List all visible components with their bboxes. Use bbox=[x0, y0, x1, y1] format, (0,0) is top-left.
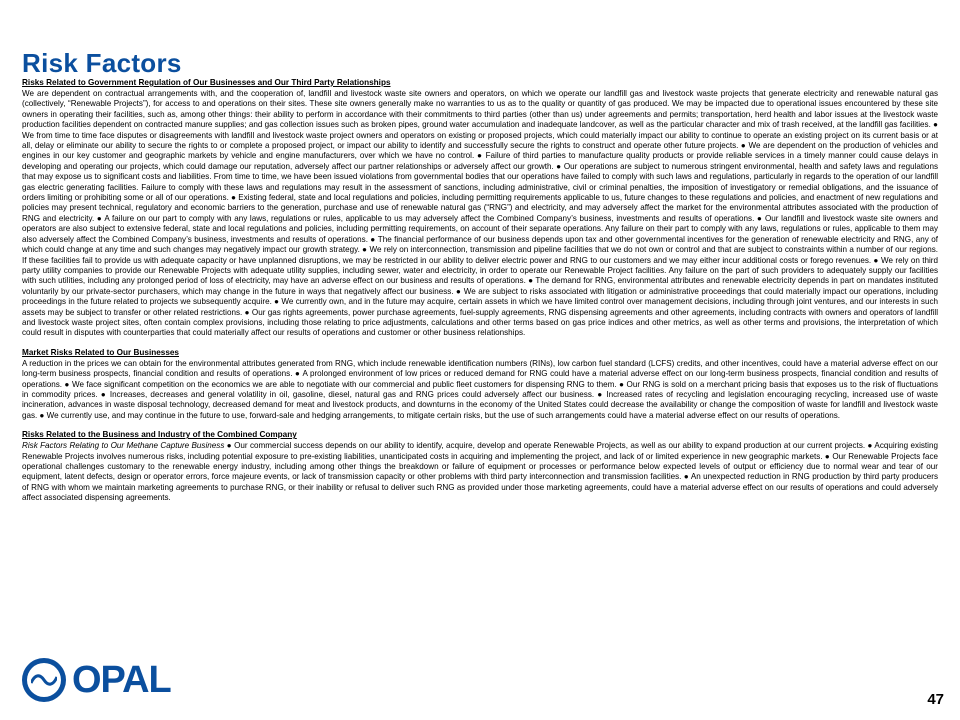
section-paragraph: We are dependent on contractual arrangements with, and the cooperation of, landfill and livestock waste site owners and operators, on which we operate our landfill gas and livestock waste projects that generate electricity and renewable natural gas (collectively, “Renewable Projects”), for access to and operations on their sites. These site owners generally make no warranties to us as to the quality or quantity of gas produced. We may be impacted due to operational issues encountered by these site owners in operating their facilities, such as, among other things: their ability to perform in accordance with their commitments to third parties (other than us) under agreements and permits; transportation, herd health and labor issues at the livestock waste production facilities dependent on contracted manure supplies; and gas collection issues such as broken pipes, ground water accumulation and inadequate landcover, as well as the particular character and mix of trash received, at the landfill gas facilities. ● We from time to time face disputes or disagreements with landfill and livestock waste project owners and operators on existing or proposed projects, which could materially impact our ability to continue to operate an existing project on its current basis or at all, delay or eliminate our ability to secure the rights to or complete a proposed project, or impact our ability to identify and successfully secure the rights to construct and operate other future projects. ● We are dependent on the production of vehicles and engines in our key customer and geographic markets by vehicle and engine manufacturers, over which we have no control. ● Failure of third parties to manufacture quality products or provide reliable services in a timely manner could cause delays in developing and operating our projects, which could damage our reputation, adversely affect our partner relationships or adversely affect our growth. ● Our operations are subject to numerous stringent environmental, health and safety laws and regulations that may expose us to significant costs and liabilities. From time to time, we have been issued violations from governmental bodies that our operations have failed to comply with such laws and regulations, particularly in regards to the operation of our landfill gas electric generating facilities. Failure to comply with these laws and regulations may result in the assessment of sanctions, including administrative, civil or criminal penalties, the imposition of investigatory or remedial obligations, and the issuance of orders limiting or prohibiting some or all of our operations. ● Existing federal, state and local regulations and policies, including permitting requirements applicable to us, future changes to these regulations and policies, and enactment of new regulations and policies may present technical, regulatory and economic barriers to the generation, purchase and use of renewable natural gas (“RNG”) and electricity, and may adversely affect the market for the environmental attributes associated with the production of RNG and electricity. ● A failure on our part to comply with any laws, regulations or rules, applicable to us may adversely affect the Combined Company’s business, investments and results of operations. ● Our landfill and livestock waste site owners and operators are also subject to extensive federal, state and local regulations and policies, including permitting requirements, on account of their separate operations. Any failure on their part to comply with any laws, regulations or rules, applicable to them may also adversely affect the Combined Company’s business, investments and results of operations. ● The financial performance of our business depends upon tax and other governmental incentives for the generation of renewable electricity and RNG, any of which could change at any time and such changes may negatively impact our growth strategy. ● We rely on interconnection, transmission and pipeline facilities that we do not own or control and that are subject to constraints within a number of our regions. If these facilities fail to provide us with adequate capacity or have unplanned disruptions, we may be restricted in our ability to deliver electric power and RNG to our customers and we may either incur additional costs or forego revenues. ● We rely on third party utility companies to provide our Renewable Projects with adequate utility supplies, including sewer, water and electricity, in order to operate our Renewable Project facilities. Any failure on the part of such providers to adequately supply our facilities with such utilities, including any prolonged period of loss of electricity, may have an adverse effect on our business and results of operations. ● The demand for RNG, environmental attributes and renewable electricity depends in part on mandates instituted voluntarily by our private-sector purchasers, which may change in the future in ways that negatively affect our business. ● We are subject to risks associated with litigation or administrative proceedings that could materially impact our operations, including proceedings in the future related to projects we subsequently acquire. ● We currently own, and in the future may acquire, certain assets in which we have limited control over management decisions, including through joint ventures, and our interests in such assets may be subject to transfer or other related restrictions. ● Our gas rights agreements, power purchase agreements, fuel-supply agreements, RNG dispensing agreements and other agreements, including contracts with owners and operators of landfill and livestock waste project sites, often contain complex provisions, including those relating to price adjustments, calculations and other terms based on gas price indices and other metrics, as well as other terms and provisions, the interpretation of which could result in disputes with counterparties that could materially affect our results of operations and customer or other business relationships. bbox=[22, 89, 938, 338]
section-heading: Market Risks Related to Our Businesses bbox=[22, 347, 179, 357]
page-title: Risk Factors bbox=[22, 48, 182, 78]
section-heading: Risks Related to Government Regulation of Our Businesses and Our Third Party Relationships bbox=[22, 78, 391, 87]
document-body bbox=[22, 78, 938, 504]
section-paragraph bbox=[22, 441, 938, 503]
page-number: 47 bbox=[927, 691, 944, 708]
opal-logo-text: OPAL bbox=[72, 659, 171, 701]
opal-logo-mark-icon bbox=[22, 658, 66, 702]
opal-logo bbox=[22, 658, 171, 702]
section-business-industry bbox=[22, 430, 938, 503]
section-paragraph: A reduction in the prices we can obtain for the environmental attributes generated from RNG, which include renewable identification numbers (RINs), low carbon fuel standard (LCFS) credits, and other incentives, could have a material adverse effect on our long-term business prospects, financial condition and results of operations. ● A prolonged environment of low prices or reduced demand for RNG could have a material adverse effect on our long-term business prospects, financial condition and results of operations. ● We face significant competition on the economics we are able to negotiate with our commercial and public fleet customers for dispensing RNG to them. ● Our RNG is sold on a merchant pricing basis that exposes us to the risk of fluctuations in commodity prices. ● Increases, decreases and general volatility in oil, gasoline, diesel, natural gas and RNG prices could adversely affect our business. ● Increased rates of recycling and legislation encouraging recycling, increased use of waste incineration, advances in waste disposal technology, decreased demand for meat and livestock products, and downturns in the economy of the United States could decrease the availability or change the composition of waste for landfill and livestock waste gas. ● We currently use, and may continue in the future to use, forward-sale and hedging arrangements, to mitigate certain risks, but the use of such arrangements could have a material adverse effect on our results of operations. bbox=[22, 358, 938, 420]
section-heading: Risks Related to the Business and Industry of the Combined Company bbox=[22, 430, 297, 440]
section-gap bbox=[22, 421, 938, 430]
section-gap bbox=[22, 339, 938, 348]
section-market-risks bbox=[22, 348, 938, 421]
paragraph-italic-lead: Risk Factors Relating to Our Methane Capture Business bbox=[22, 441, 225, 451]
paragraph-rest: ● Our commercial success depends on our ability to identify, acquire, develop and operate Renewable Projects, as well as our ability to expand production at our current projects. ● Acquiring existing Renewable Projects involves numerous risks, including potential exposure to pre-existing liabilities, unanticipated costs in acquiring and implementing the project, and lack of or limited experience in new geographic markets. ● Our Renewable Projects face operational challenges customary to the renewable energy industry, including among other things the breakdown or failure of equipment or processes or performance below expected levels of output or efficiency due to normal wear and tear of our equipment, latent defects, design or operator errors, force majeure events, or lack of transmission capacity or other problems with third party interconnection and transmission facilities. ● An unexpected reduction in RNG production by third party producers of RNG with whom we maintain marketing agreements to purchase RNG, or their inability or refusal to deliver such RNG as provided under those marketing agreements, could have a material adverse effect on our results of operations and could adversely affect associated dispensing agreements. bbox=[22, 441, 938, 503]
section-government-regulation bbox=[22, 78, 938, 339]
